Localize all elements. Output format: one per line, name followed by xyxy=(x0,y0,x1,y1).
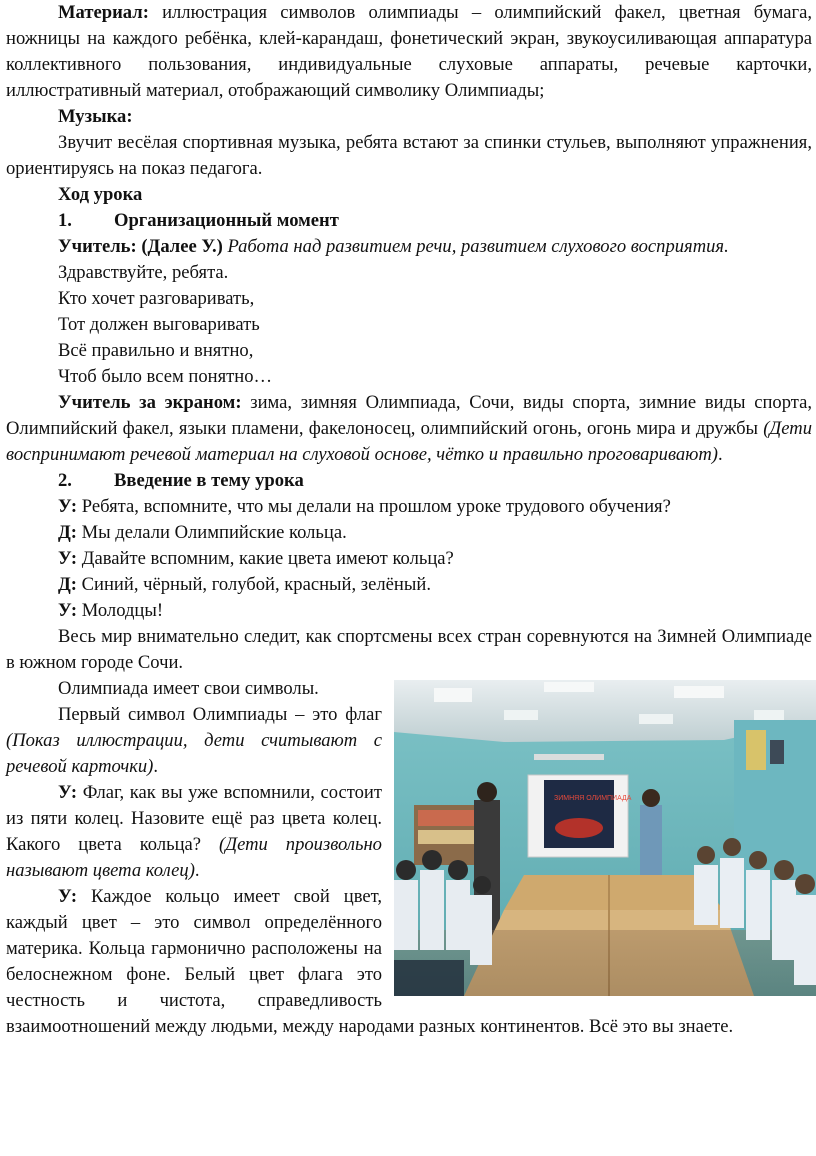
material-text: иллюстрация символов олимпиады – олимпийский факел, цветная бумага, ножницы на каждого ребёнка, клей-карандаш, фонетический экран, звукоусиливающая аппаратура коллективного пользования, индивидуальные слуховые аппараты, речевые карточки, иллюстративный материал, отображающий символику Олимпиады; xyxy=(6,2,812,101)
poem-line: Чтоб было всем понятно… xyxy=(58,366,273,387)
photo-wrap-block xyxy=(0,676,816,1040)
flag-paragraph: У: Флаг, как вы уже вспомнили, состоит из пяти колец. Назовите ещё раз цвета колец. Какого цвета кольца? (Дети произвольно называют цвета колец). xyxy=(6,782,382,881)
dialogue-line: Д: Мы делали Олимпийские кольца. xyxy=(58,522,347,543)
world-watch-paragraph: Весь мир внимательно следит, как спортсмены всех стран соревнуются на Зимней Олимпиаде в южном городе Сочи. xyxy=(6,626,812,673)
teacher-intro-label: Учитель: (Далее У.) xyxy=(58,236,223,257)
dialogue-line: У: Ребята, вспомните, что мы делали на прошлом уроке трудового обучения? xyxy=(58,496,671,517)
classroom-photo-icon xyxy=(394,680,816,996)
screen-caption: ЗИМНЯЯ ОЛИМПИАДА xyxy=(554,795,632,802)
material-label: Материал: xyxy=(58,2,149,23)
poem-line: Тот должен выговаривать xyxy=(58,314,260,335)
section-1-heading xyxy=(0,208,816,234)
section-2-title: Введение в тему урока xyxy=(114,470,304,491)
lesson-title: Ход урока xyxy=(58,184,143,205)
section-1-title: Организационный момент xyxy=(114,210,339,231)
dialogue-line: У: Молодцы! xyxy=(58,600,164,621)
dialogue-line: Д: Синий, чёрный, голубой, красный, зелёный. xyxy=(58,574,431,595)
section-2-heading xyxy=(0,468,816,494)
poem-line: Здравствуйте, ребята. xyxy=(58,262,229,283)
screen-teacher-label: Учитель за экраном: xyxy=(58,392,242,413)
poem-line: Кто хочет разговаривать, xyxy=(58,288,255,309)
dialogue-line: У: Давайте вспомним, какие цвета имеют кольца? xyxy=(58,548,454,569)
teacher-intro-note: Работа над развитием речи, развитием слухового восприятия. xyxy=(222,236,729,257)
screen-teacher-paragraph: Учитель за экраном: зима, зимняя Олимпиада, Сочи, виды спорта, зимние виды спорта, Олимпийский факел, языки пламени, факелоносец, олимпийский огонь, огонь мира и дружбы (Дети воспринимают речевой материал на слуховой основе, чётко и правильно проговаривают). xyxy=(6,392,812,465)
music-label: Музыка: xyxy=(58,106,133,127)
music-paragraph: Звучит весёлая спортивная музыка, ребята встают за спинки стульев, выполняют упражнения, ориентируясь на показ педагога. xyxy=(6,132,812,179)
symbols-intro: Олимпиада имеет свои символы. xyxy=(58,678,319,699)
ring-paragraph: У: Каждое кольцо имеет свой цвет, каждый цвет – это символ определённого материка. Кольца гармонично расположены на белоснежном фоне. Белый цвет флага это честность и чистота, справедливость взаимоотношений между людьми, между народами разных континентов. Всё это вы знаете. xyxy=(6,886,734,1037)
section-1-number: 1. xyxy=(58,210,72,231)
teacher-intro xyxy=(0,234,816,260)
classroom-photo xyxy=(394,680,816,996)
section-2-number: 2. xyxy=(58,470,72,491)
first-symbol-paragraph: Первый символ Олимпиады – это флаг (Показ иллюстрации, дети считывают с речевой карточки). xyxy=(6,704,382,777)
material-paragraph xyxy=(0,0,816,104)
poem-line: Всё правильно и внятно, xyxy=(58,340,254,361)
